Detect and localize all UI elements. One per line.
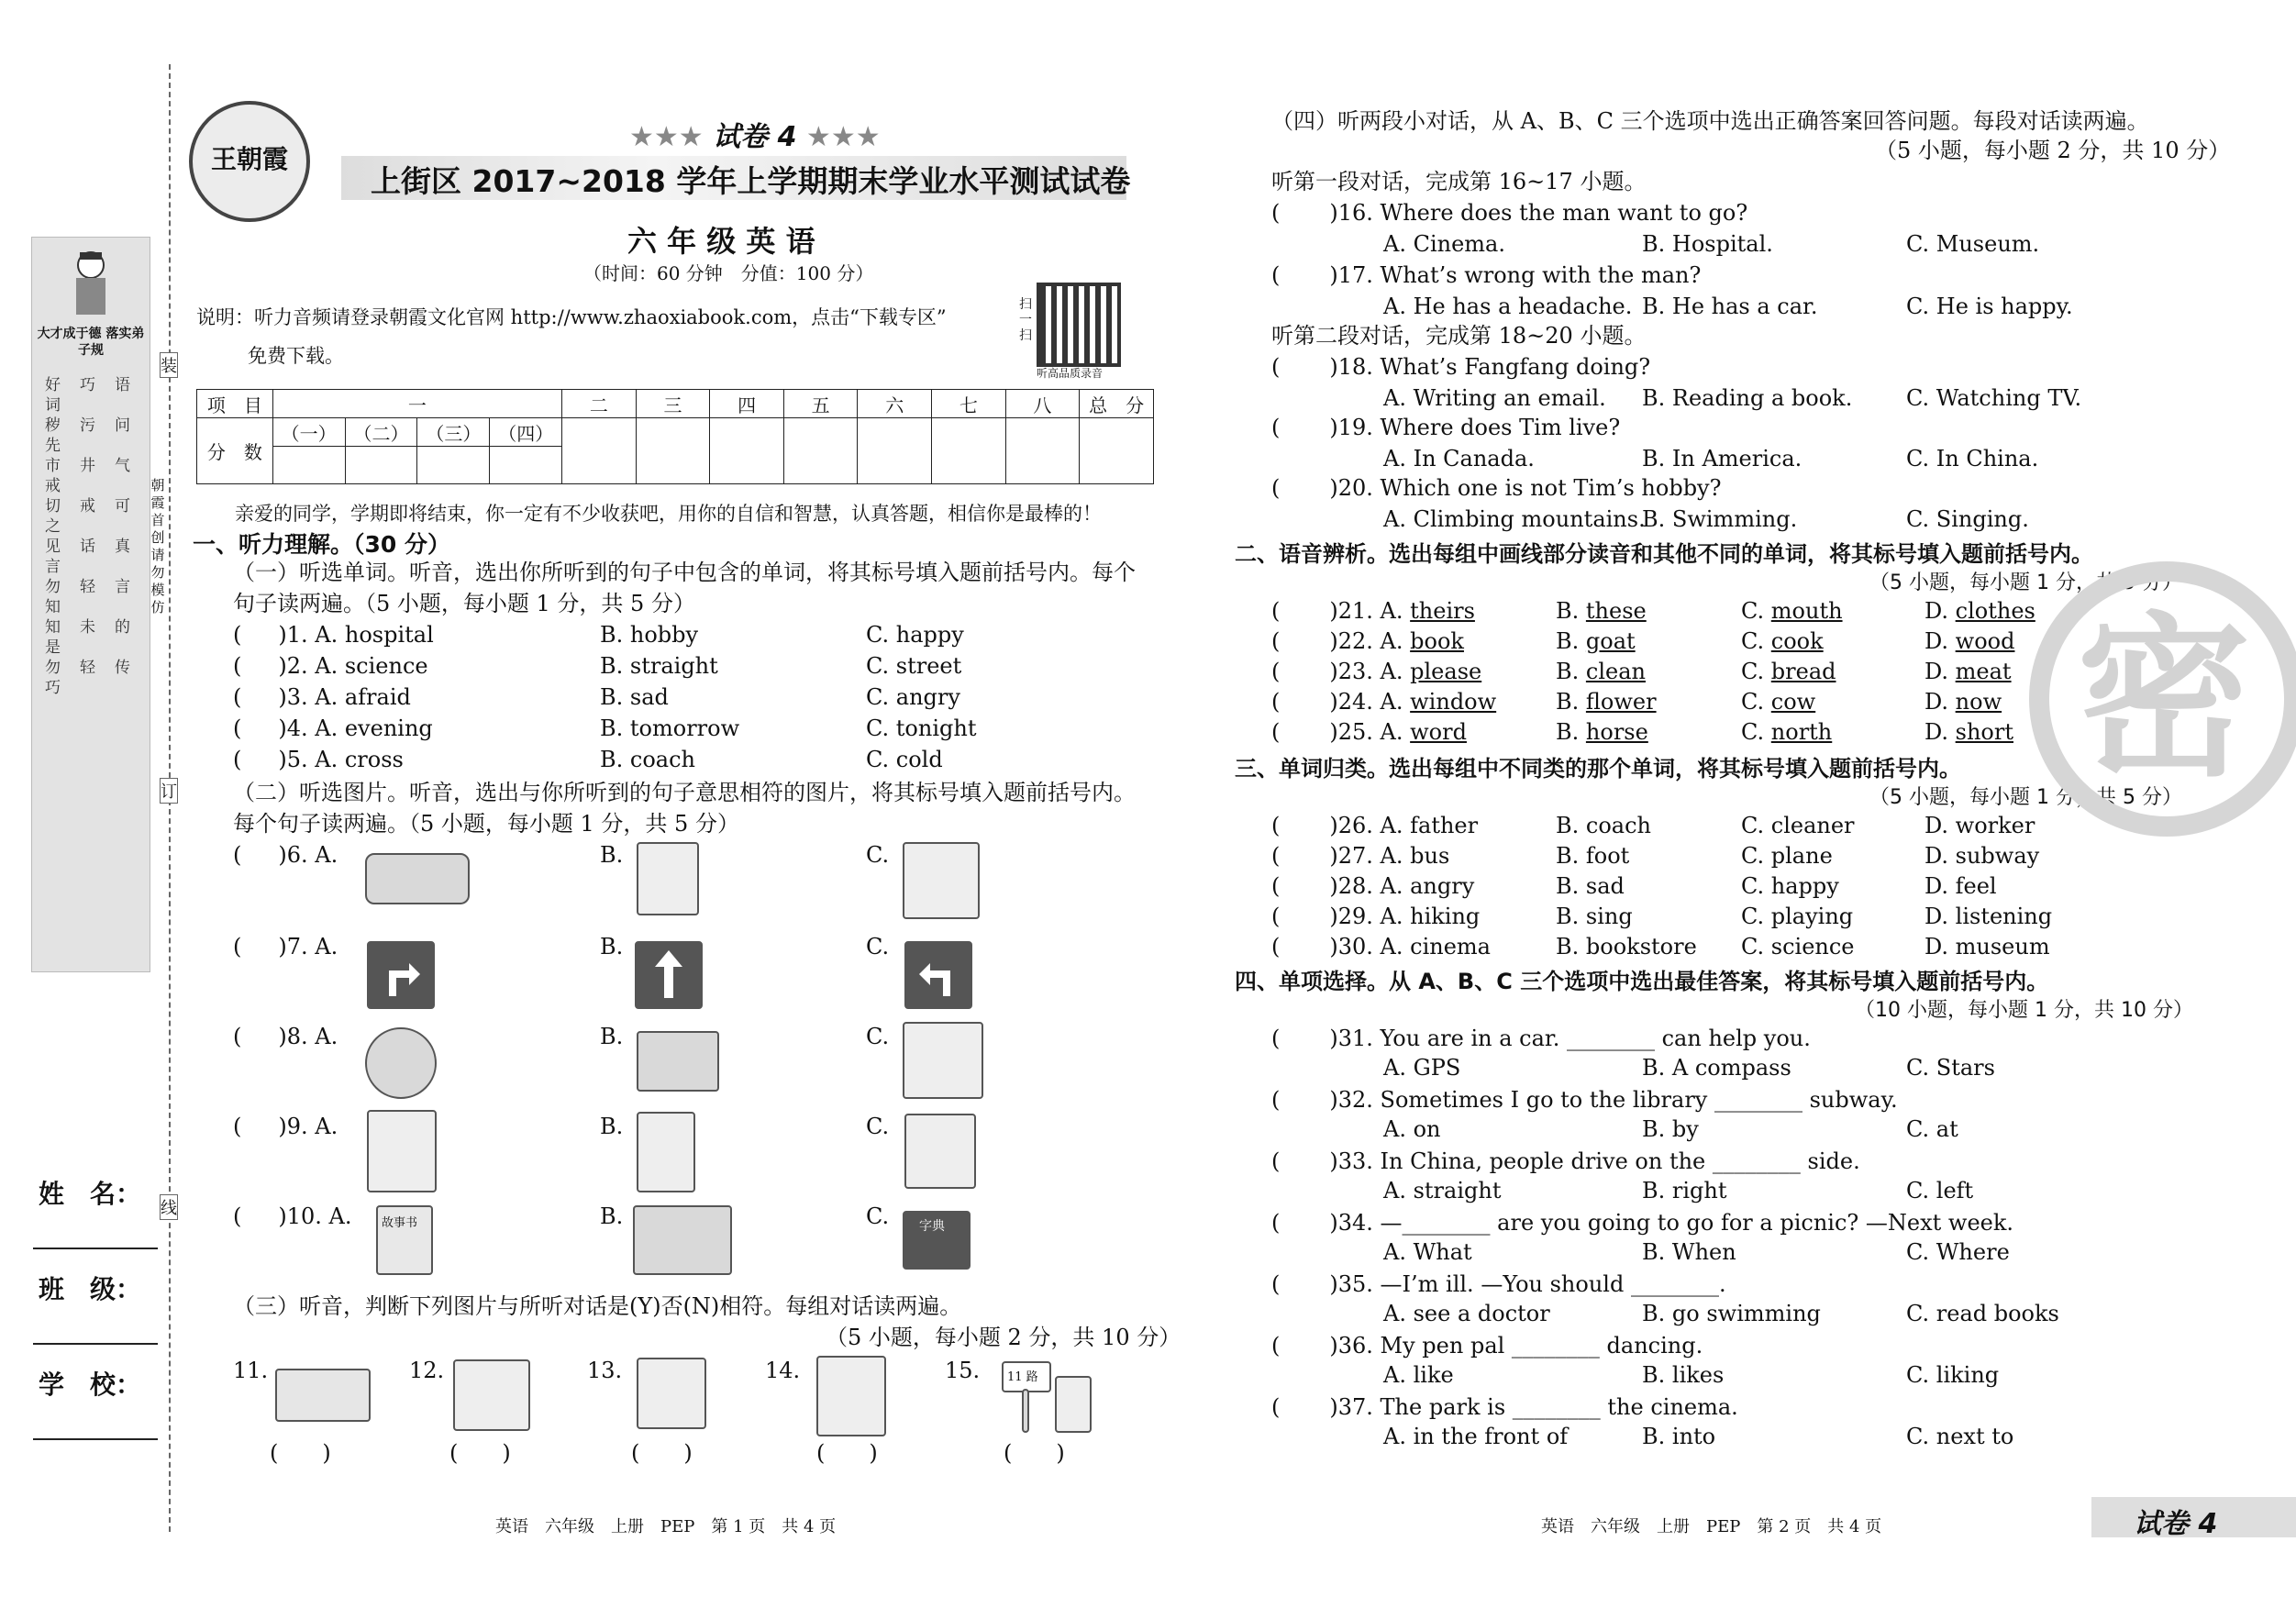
exam-title: 上街区 2017~2018 学年上学期期末学业水平测试试卷 [371, 163, 1131, 199]
name-label: 姓 名： [39, 1179, 142, 1209]
fishing-picture [367, 1110, 437, 1192]
note-line-1: 说明：听力音频请登录朝霞文化官网 http://www.zhaoxiabook.com，点击“下载专区” [196, 306, 947, 328]
bus-stop-picture [1002, 1361, 1051, 1392]
score-sub-3: （三） [417, 418, 490, 447]
list-item: ( )23. A. please B. clean C. bread D. meat [1271, 659, 2012, 684]
verse-4: 切 戒 可 之 [45, 497, 150, 536]
verse-3: 市 井 气 戒 [45, 457, 150, 495]
q19: ( )19. Where does Tim live? A. In Canada. B. In America. C. In China. [1271, 415, 2039, 471]
score-cell[interactable] [272, 447, 345, 484]
item-15-num: 15. [945, 1358, 981, 1383]
verse-5: 见 话 真 言 [45, 538, 150, 576]
star-decor-icon: ★★★ [629, 121, 704, 153]
list-item: ( )35. —I’m ill. —You should ________. A. see a doctor B. go swimming C. read books [1271, 1271, 2059, 1326]
part2-instr-2: 每个句子读两遍。（5 小题，每小题 1 分，共 5 分） [233, 811, 739, 837]
list-item: ( )1. A. hospital B. hobby C. happy [233, 622, 964, 648]
footer-badge: 试卷 4 [2134, 1508, 2218, 1540]
answer-paren-14[interactable]: ( ) [816, 1440, 878, 1466]
qr-side: 扫一扫 [1019, 297, 1032, 343]
list-item: ( )32. Sometimes I go to the library ________ subway. A. on B. by C. at [1271, 1087, 1958, 1142]
score-col-label: 项 目 [197, 390, 273, 418]
basketball-picture [816, 1356, 886, 1436]
star-decor-icon: ★★★ [805, 121, 881, 153]
part4-score: （5 小题，每小题 2 分，共 10 分） [1875, 138, 2231, 163]
answer-paren-12[interactable]: ( ) [449, 1440, 511, 1466]
litter-picture [903, 1022, 983, 1099]
score-cell[interactable] [490, 447, 562, 484]
list-item: ( )3. A. afraid B. sad C. angry [233, 684, 960, 710]
score-sub-4: （四） [490, 418, 562, 447]
item-11-num: 11. [233, 1358, 269, 1383]
section4-list [1271, 1024, 2189, 1454]
bus-picture [365, 853, 470, 904]
tickets-picture [275, 1369, 371, 1422]
score-cell[interactable] [783, 418, 858, 484]
turn-right-sign-icon [367, 941, 435, 1009]
part1-instr-2: 句子读两遍。（5 小题，每小题 1 分，共 5 分） [233, 591, 695, 616]
dictionary-text: 字典 [919, 1219, 945, 1234]
bus-stop-text: 11 路 [1007, 1370, 1038, 1384]
qr-caption: 听高品质录音 [1037, 367, 1104, 380]
part2-row-9: ( )9. A. B. C. [233, 1114, 890, 1139]
score-col-1: 一 [272, 390, 561, 418]
score-cell[interactable] [417, 447, 490, 484]
cycling-boy-picture [637, 842, 699, 915]
part2-row-10: ( )10. A. B. C. [233, 1203, 890, 1229]
dialogue2-label: 听第二段对话，完成第 18~20 小题。 [1271, 323, 1647, 349]
q18: ( )18. What’s Fangfang doing? A. Writing an email. B. Reading a book. C. Watching TV. [1271, 354, 2082, 411]
verse-7: 知 未 的 是 [45, 618, 150, 657]
list-item: ( )36. My pen pal ________ dancing. A. like B. likes C. liking [1271, 1333, 2000, 1388]
part3-instr: （三）听音，判断下列图片与所听对话是(Y)否(N)相符。每组对话读两遍。 [233, 1293, 962, 1319]
earth-picture [365, 1027, 437, 1099]
seal-mark-1: 装 [160, 352, 178, 378]
list-item: ( )4. A. evening B. tomorrow C. tonight [233, 715, 977, 741]
item-12-num: 12. [409, 1358, 445, 1383]
part2-row-7: ( )7. A. B. C. [233, 934, 890, 959]
list-item: ( )37. The park is ________ the cinema. A. in the front of B. into C. next to [1271, 1394, 2014, 1449]
list-item: ( )22. A. book B. goat C. cook D. wood [1271, 628, 2015, 654]
go-straight-sign-icon [635, 941, 703, 1009]
class-field[interactable] [33, 1343, 158, 1345]
score-cell[interactable] [858, 418, 932, 484]
time-score: （时间：60 分钟 分值：100 分） [583, 262, 874, 284]
section4-title: 四、单项选择。从 A、B、C 三个选项中选出最佳答案，将其标号填入题前括号内。 [1235, 969, 2049, 994]
list-item: ( )26. A. father B. coach C. cleaner D. worker [1271, 813, 2035, 838]
class-label: 班 级： [39, 1274, 142, 1304]
answer-paren-15[interactable]: ( ) [1004, 1440, 1065, 1466]
girl-picture [637, 1358, 706, 1429]
list-item: ( )25. A. word B. horse C. north D. short [1271, 719, 2013, 745]
score-sub-2: （二） [345, 418, 417, 447]
list-item: ( )30. A. cinema B. bookstore C. science D. museum [1271, 934, 2050, 959]
score-col-7: 七 [932, 390, 1006, 418]
score-col-2: 二 [562, 390, 637, 418]
margin-panel [31, 237, 150, 972]
q17: ( )17. What’s wrong with the man? A. He has a headache. B. He has a car. C. He is happy. [1271, 262, 2073, 319]
section2-title: 二、语音辨析。选出每组中画线部分读音和其他不同的单词，将其标号填入题前括号内。 [1235, 541, 2093, 567]
answer-paren-11[interactable]: ( ) [270, 1440, 331, 1466]
section1-title: 一、听力理解。（30 分） [193, 531, 450, 558]
list-item: ( )34. —________ are you going to go for a picnic? —Next week. A. What B. When C. Where [1271, 1210, 2014, 1265]
item-14-num: 14. [765, 1358, 801, 1383]
margin-verse-block [45, 375, 150, 698]
storybook-picture [376, 1205, 433, 1275]
part2-instr-1: （二）听选图片。听音，选出与你所听到的句子意思相符的图片，将其标号填入题前括号内。 [233, 780, 1136, 805]
confidential-seal [2029, 561, 2296, 837]
verse-6: 勿 轻 言 知 [45, 578, 150, 616]
qr-code-icon [1037, 283, 1121, 367]
q16: ( )16. Where does the man want to go? A. Cinema. B. Hospital. C. Museum. [1271, 200, 2040, 257]
score-row-label: 分 数 [197, 418, 273, 484]
list-item: ( )31. You are in a car. ________ can help you. A. GPS B. A compass C. Stars [1271, 1026, 1995, 1081]
part1-list [233, 620, 977, 776]
list-item: ( )2. A. science B. straight C. street [233, 653, 962, 679]
child-at-stop-picture [1055, 1376, 1092, 1433]
section4-score: （10 小题，每小题 1 分，共 10 分） [1855, 999, 2193, 1022]
side-note: 朝霞首创 请勿模仿 [150, 477, 179, 616]
subject-title: 六 年 级 英 语 [627, 224, 815, 259]
score-cell[interactable] [932, 418, 1006, 484]
logo-title: 王朝霞 [210, 144, 288, 174]
item-13-num: 13. [587, 1358, 623, 1383]
score-col-5: 五 [783, 390, 858, 418]
part4-instr: （四）听两段小对话，从 A、B、C 三个选项中选出正确答案回答问题。每段对话读两遍。 [1271, 108, 2149, 134]
doctor-picture [453, 1359, 530, 1431]
seal-mark-2: 订 [160, 778, 178, 804]
part3-score: （5 小题，每小题 2 分，共 10 分） [826, 1325, 1181, 1350]
section3-title: 三、单词归类。选出每组中不同类的那个单词，将其标号填入题前括号内。 [1235, 756, 1961, 782]
list-item: ( )28. A. angry B. sad C. happy D. feel [1271, 873, 1997, 899]
child-figure-icon [67, 249, 115, 322]
dictionary-picture [903, 1211, 971, 1270]
score-table [196, 389, 1154, 484]
storybook-text: 故事书 [382, 1216, 418, 1230]
verse-1: 好 巧 语 词 [45, 376, 150, 415]
list-item: ( )27. A. bus B. foot C. plane D. subway [1271, 843, 2040, 869]
score-col-3: 三 [636, 390, 710, 418]
footer-right: 英语 六年级 上册 PEP 第 2 页 共 4 页 [1541, 1517, 1882, 1536]
list-item: ( )21. A. theirs B. these C. mouth D. clothes [1271, 598, 2035, 624]
score-cell[interactable] [345, 447, 417, 484]
bus-stop-pole [1022, 1389, 1029, 1433]
score-col-8: 八 [1005, 390, 1080, 418]
section3-score: （5 小题，每小题 1 分，共 5 分） [1869, 786, 2182, 809]
school-field[interactable] [33, 1438, 158, 1440]
list-item: ( )24. A. window B. flower C. cow D. now [1271, 689, 2002, 715]
score-cell[interactable] [1080, 418, 1154, 484]
seal-character: 密 [2077, 597, 2252, 800]
paper-badge [629, 114, 881, 154]
dialogue1-label: 听第一段对话，完成第 16~17 小题。 [1271, 169, 1647, 194]
margin-motto: 大才成于德 落实弟子规 [37, 327, 145, 358]
score-cell[interactable] [710, 418, 784, 484]
score-sub-1: （一） [272, 418, 345, 447]
verse-8: 勿 轻 传 巧 [45, 659, 150, 697]
list-item: ( )29. A. hiking B. sing C. playing D. listening [1271, 904, 2053, 929]
intro-text: 亲爱的同学，学期即将结束，你一定有不少收获吧，用你的自信和智慧，认真答题，相信你是最棒的！ [235, 503, 1102, 525]
part1-instr-1: （一）听选单词。听音，选出你所听到的句子中包含的单词，将其标号填入题前括号内。每个 [233, 560, 1136, 585]
score-cell[interactable] [562, 418, 637, 484]
verse-2: 秽 污 问 先 [45, 416, 150, 455]
score-cell[interactable] [636, 418, 710, 484]
note-line-2: 免费下载。 [248, 345, 344, 367]
turn-left-sign-icon [904, 941, 972, 1009]
list-item: ( )33. In China, people drive on the ________ side. A. straight B. right C. left [1271, 1148, 1974, 1203]
part2-row-6: ( )6. A. B. C. [233, 842, 890, 868]
score-cell[interactable] [1005, 418, 1080, 484]
comic-book-picture [633, 1205, 732, 1275]
part2-row-8: ( )8. A. B. C. [233, 1024, 890, 1049]
school-label: 学 校： [39, 1370, 142, 1400]
section2-score: （5 小题，每小题 1 分，共 5 分） [1869, 571, 2182, 594]
running-picture [637, 1112, 695, 1192]
list-item: ( )5. A. cross B. coach C. cold [233, 747, 943, 772]
q20: ( )20. Which one is not Tim’s hobby? A. Climbing mountains. B. Swimming. C. Singing. [1271, 475, 2029, 532]
paper-badge-text: 试卷 4 [713, 121, 797, 153]
building-picture [637, 1031, 719, 1092]
score-col-6: 六 [858, 390, 932, 418]
name-field[interactable] [33, 1248, 158, 1249]
answer-paren-13[interactable]: ( ) [631, 1440, 693, 1466]
cleaning-picture [904, 1114, 976, 1189]
score-col-4: 四 [710, 390, 784, 418]
publisher-logo [189, 101, 310, 222]
seal-mark-3: 线 [160, 1194, 178, 1220]
footer-left: 英语 六年级 上册 PEP 第 1 页 共 4 页 [495, 1517, 837, 1536]
section3-list [1271, 811, 2189, 962]
score-col-total: 总 分 [1080, 390, 1154, 418]
children-talking-picture [903, 842, 980, 919]
